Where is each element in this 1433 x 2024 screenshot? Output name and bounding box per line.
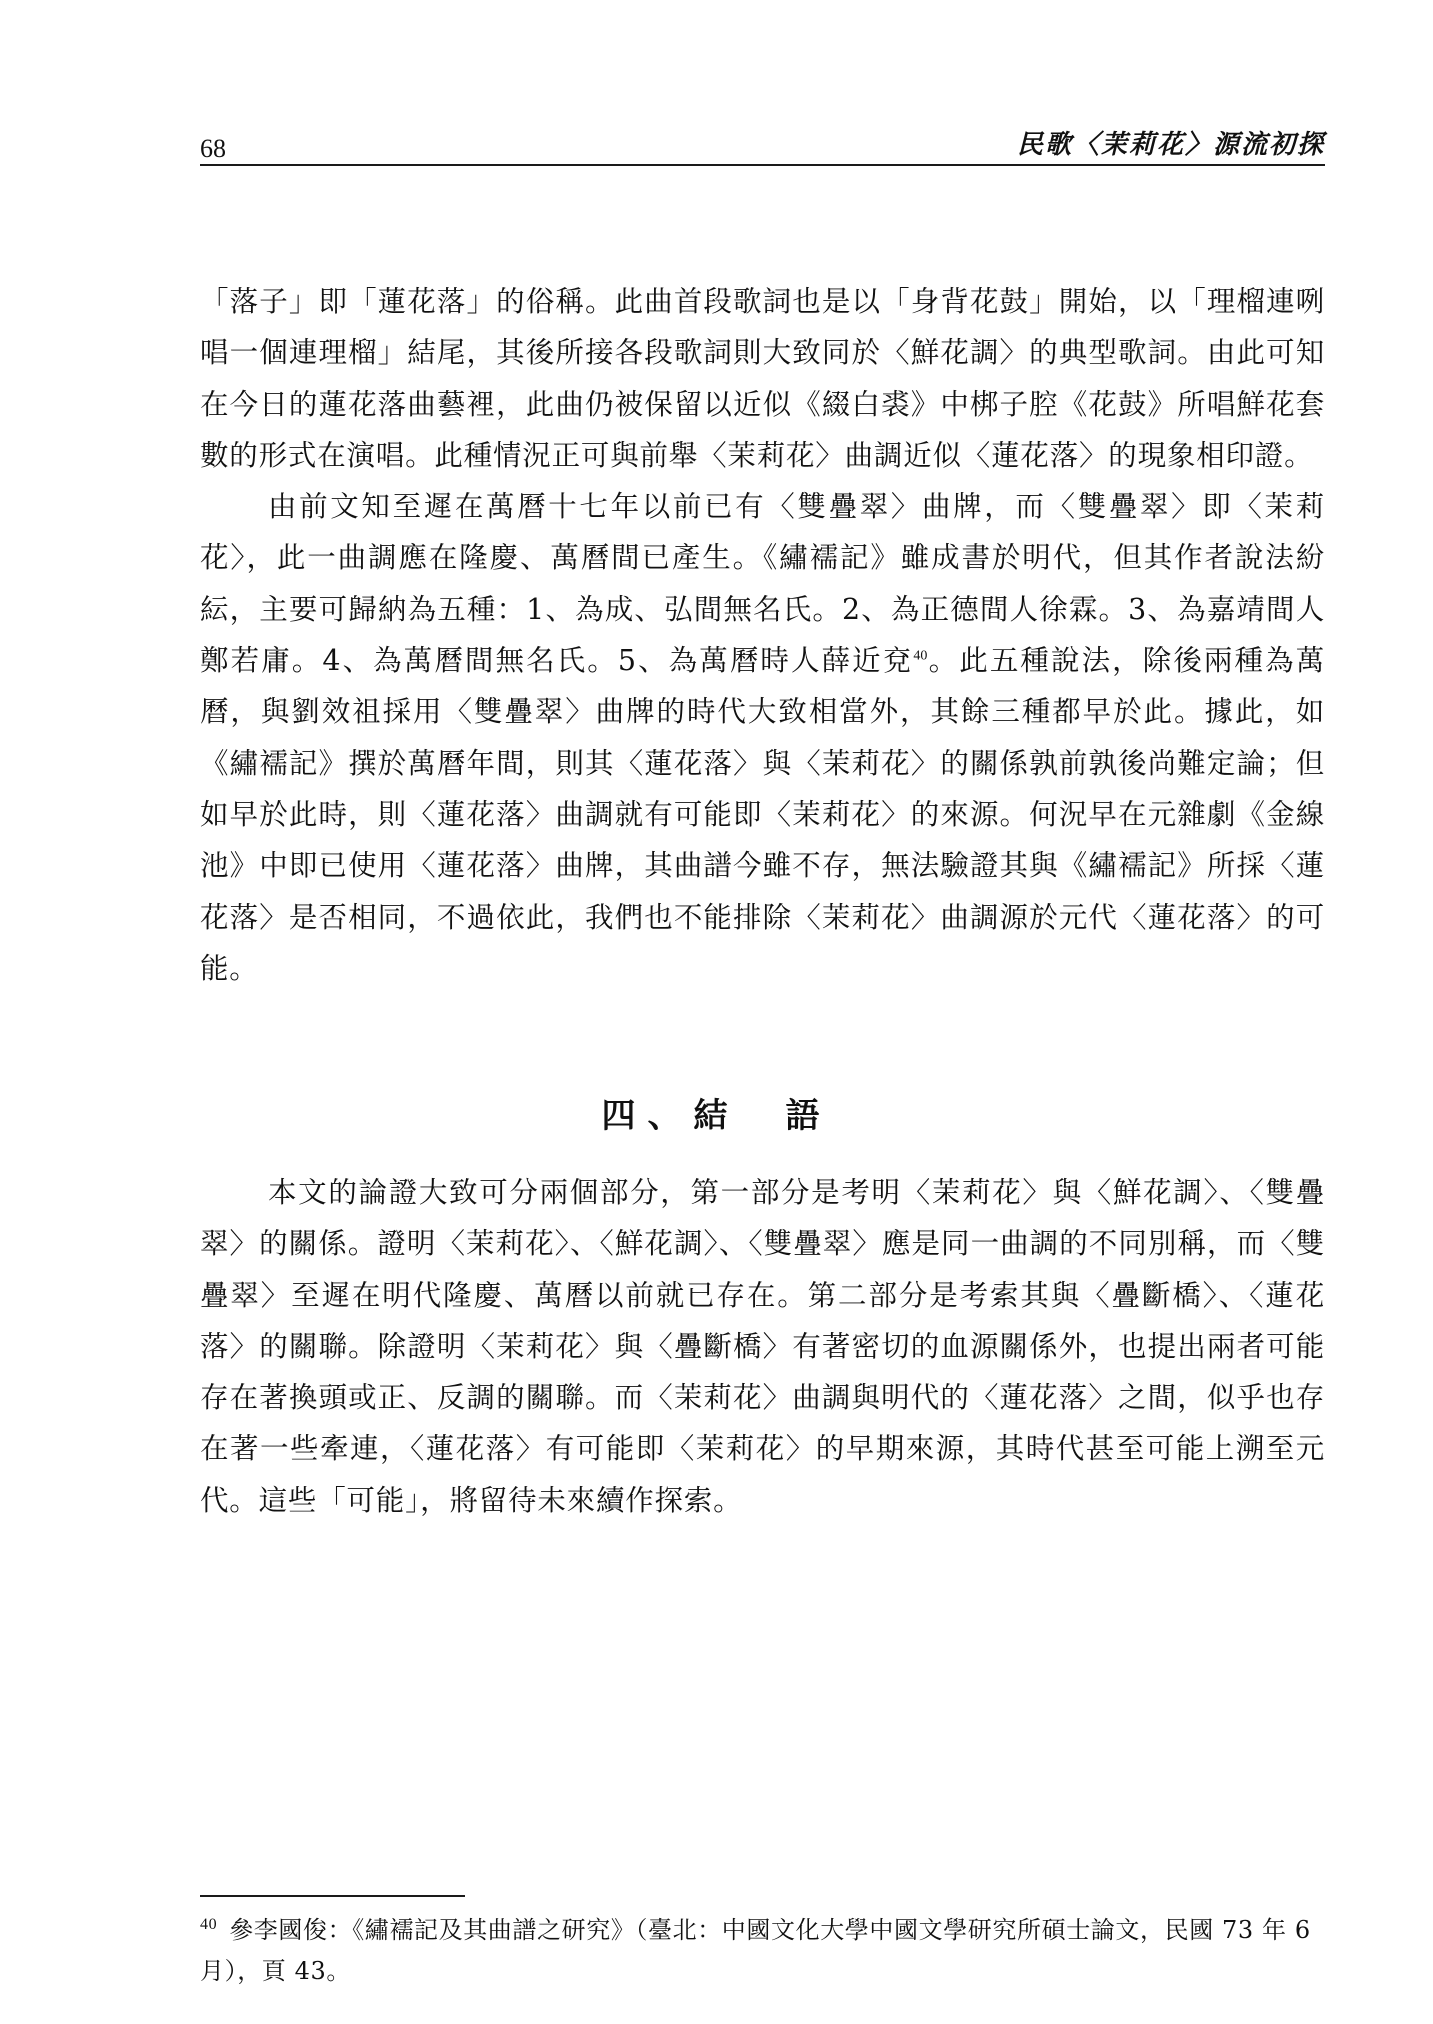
header-rule <box>200 164 1325 166</box>
paragraph: 「落子」即「蓮花落」的俗稱。此曲首段歌詞也是以「身背花鼓」開始，以「理榴連咧唱一個連理榴」結尾，其後所接各段歌詞則大致同於〈鮮花調〉的典型歌詞。由此可知在今日的蓮花落曲藝裡，此曲仍被保留以近似《綴白裘》中梆子腔《花鼓》所唱鮮花套數的形式在演唱。此種情況正可與前舉〈茉莉花〉曲調近似〈蓮花落〉的現象相印證。 <box>200 285 1325 472</box>
paragraph-text: 。此五種說法，除後兩種為萬曆，與劉效祖採用〈雙疊翠〉曲牌的時代大致相當外，其餘三種都早於此。據此，如《繡襦記》撰於萬曆年間，則其〈蓮花落〉與〈茉莉花〉的關係孰前孰後尚難定論；但如早於此時，則〈蓮花落〉曲調就有可能即〈茉莉花〉的來源。何況早在元雜劇《金線池》中即已使用〈蓮花落〉曲牌，其曲譜今雖不存，無法驗證其與《繡襦記》所採〈蓮花落〉是否相同，不過依此，我們也不能排除〈茉莉花〉曲調源於元代〈蓮花落〉的可能。 <box>200 644 1325 985</box>
conclusion-text <box>200 1167 1325 1526</box>
footnote-text: 參李國俊：《繡襦記及其曲譜之研究》（臺北：中國文化大學中國文學研究所碩士論文，民國 73 年 6 月），頁 43。 <box>200 1916 1311 1985</box>
paragraph-text: 由前文知至遲在萬曆十七年以前已有〈雙疊翠〉曲牌，而〈雙疊翠〉即〈茉莉花〉，此一曲調應在隆慶、萬曆間已產生。《繡襦記》雖成書於明代，但其作者說法紛紜，主要可歸納為五種：1、為成、弘間無名氏。2、為正德間人徐霖。3、為嘉靖間人鄭若庸。4、為萬曆間無名氏。5、為萬曆時人薛近兗 <box>200 490 1325 678</box>
footnote-rule <box>200 1895 465 1897</box>
section-heading: 四、結 語 <box>601 1096 832 1136</box>
footnote <box>200 1910 1325 1992</box>
paragraph <box>200 481 1325 994</box>
footnote-number: 40 <box>200 1916 218 1933</box>
page-number: 68 <box>200 134 226 163</box>
paragraph: 本文的論證大致可分兩個部分，第一部分是考明〈茉莉花〉與〈鮮花調〉、〈雙疊翠〉的關係。證明〈茉莉花〉、〈鮮花調〉、〈雙疊翠〉應是同一曲調的不同別稱，而〈雙疊翠〉至遲在明代隆慶、萬曆以前就已存在。第二部分是考索其與〈疊斷橋〉、〈蓮花落〉的關聯。除證明〈茉莉花〉與〈疊斷橋〉有著密切的血源關係外，也提出兩者可能存在著換頭或正、反調的關聯。而〈茉莉花〉曲調與明代的〈蓮花落〉之間，似乎也存在著一些牽連，〈蓮花落〉有可能即〈茉莉花〉的早期來源，其時代甚至可能上溯至元代。這些「可能」，將留待未來續作探索。 <box>200 1176 1325 1517</box>
footnote-reference[interactable]: 40 <box>913 648 928 664</box>
body-text <box>200 276 1325 994</box>
running-title: 民歌〈茉莉花〉源流初探 <box>1016 130 1325 160</box>
